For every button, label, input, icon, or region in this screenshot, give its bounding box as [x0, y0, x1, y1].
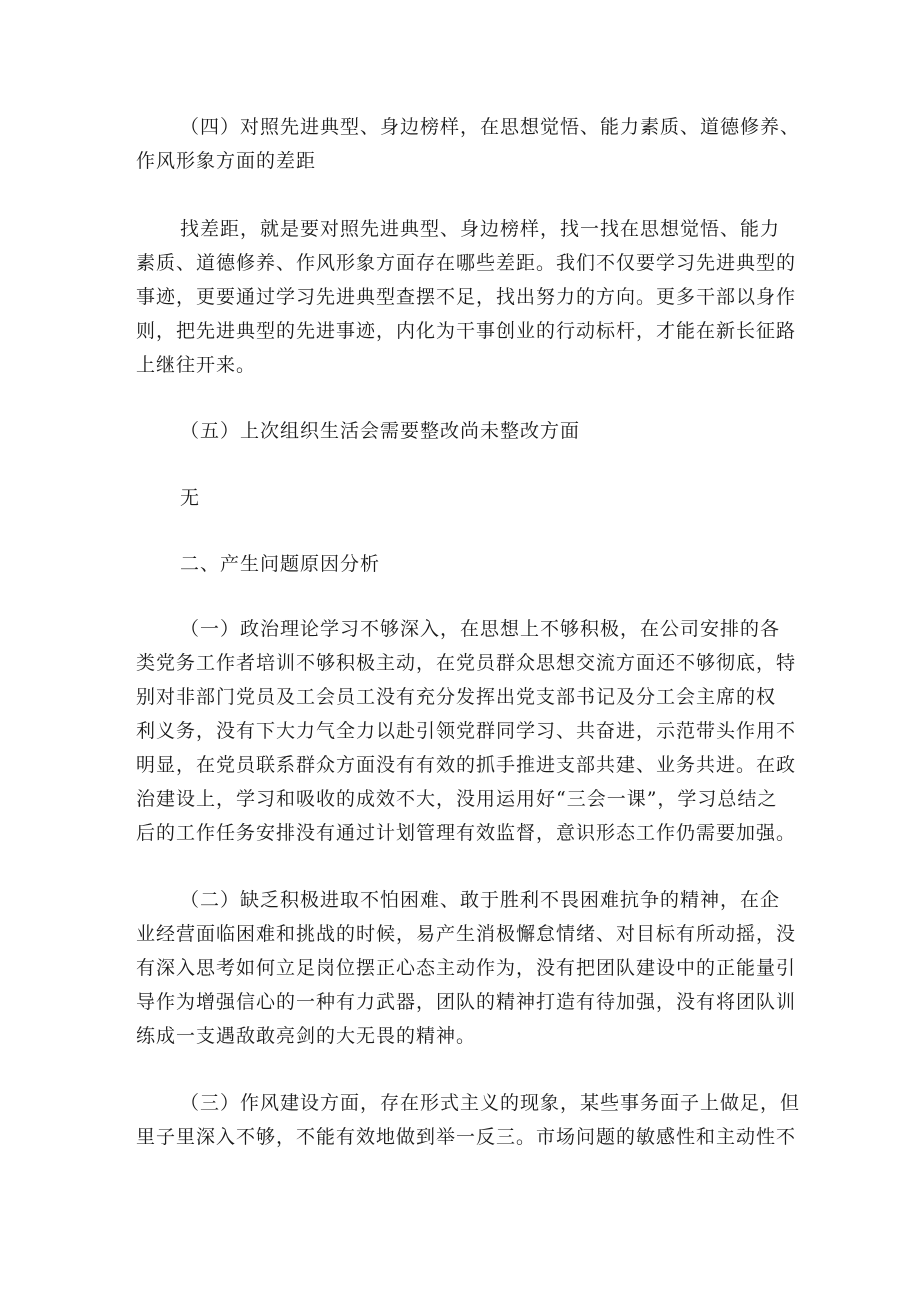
- cause-2-line-4: 导作为增强信心的一种有力武器，团队的精神打造有待加强，没有将团队训: [136, 991, 797, 1013]
- cause-2-line-3: 有深入思考如何立足岗位摆正心态主动作为，没有把团队建设中的正能量引: [136, 957, 797, 979]
- section-4-body-line-5: 上继往开来。: [136, 354, 257, 376]
- cause-1-line-5: 明显，在党员联系群众方面没有有效的抓手推进支部共建、业务共进。在政: [136, 754, 797, 776]
- section-4-heading-line-1: （四）对照先进典型、身边榜样，在思想觉悟、能力素质、道德修养、: [180, 116, 801, 138]
- cause-1-line-4: 利义务，没有下大力气全力以赴引领党群同学习、共奋进，示范带头作用不: [136, 720, 797, 742]
- section-4-body-line-2: 素质、道德修养、作风形象方面存在哪些差距。我们不仅要学习先进典型的: [136, 252, 797, 274]
- cause-3-line-1: （三）作风建设方面，存在形式主义的现象，某些事务面子上做足，但: [180, 1092, 801, 1114]
- section-5-body: 无: [180, 487, 201, 509]
- cause-1-line-6: 治建设上，学习和吸收的成效不大，没用运用好“三会一课”，学习总结之: [136, 788, 778, 810]
- cause-2-line-5: 练成一支遇敌敢亮剑的大无畏的精神。: [136, 1025, 477, 1047]
- section-5-heading: （五）上次组织生活会需要整改尚未整改方面: [180, 420, 581, 442]
- section-4-body-line-4: 则，把先进典型的先进事迹，内化为干事创业的行动标杆，才能在新长征路: [136, 320, 797, 342]
- section-4-body-line-1: 找差距，就是要对照先进典型、身边榜样，找一找在思想觉悟、能力: [180, 218, 781, 240]
- cause-1-line-1: （一）政治理论学习不够深入，在思想上不够积极，在公司安排的各: [180, 618, 781, 640]
- cause-1-line-2: 类党务工作者培训不够积极主动，在党员群众思想交流方面还不够彻底，特: [136, 652, 797, 674]
- cause-1-line-7: 后的工作任务安排没有通过计划管理有效监督，意识形态工作仍需要加强。: [136, 822, 797, 844]
- section-4-heading-line-2: 作风形象方面的差距: [136, 150, 317, 172]
- cause-3-line-2: 里子里深入不够，不能有效地做到举一反三。市场问题的敏感性和主动性不: [136, 1126, 797, 1148]
- cause-1-line-3: 别对非部门党员及工会员工没有充分发挥出党支部书记及分工会主席的权: [136, 686, 777, 708]
- cause-2-line-1: （二）缺乏积极进取不怕困难、敢于胜利不畏困难抗争的精神，在企: [180, 889, 781, 911]
- part-2-heading: 二、产生问题原因分析: [180, 553, 381, 575]
- section-4-body-line-3: 事迹，更要通过学习先进典型查摆不足，找出努力的方向。更多干部以身作: [136, 286, 797, 308]
- cause-2-line-2: 业经营面临困难和挑战的时候，易产生消极懈怠情绪、对目标有所动摇，没: [136, 923, 797, 945]
